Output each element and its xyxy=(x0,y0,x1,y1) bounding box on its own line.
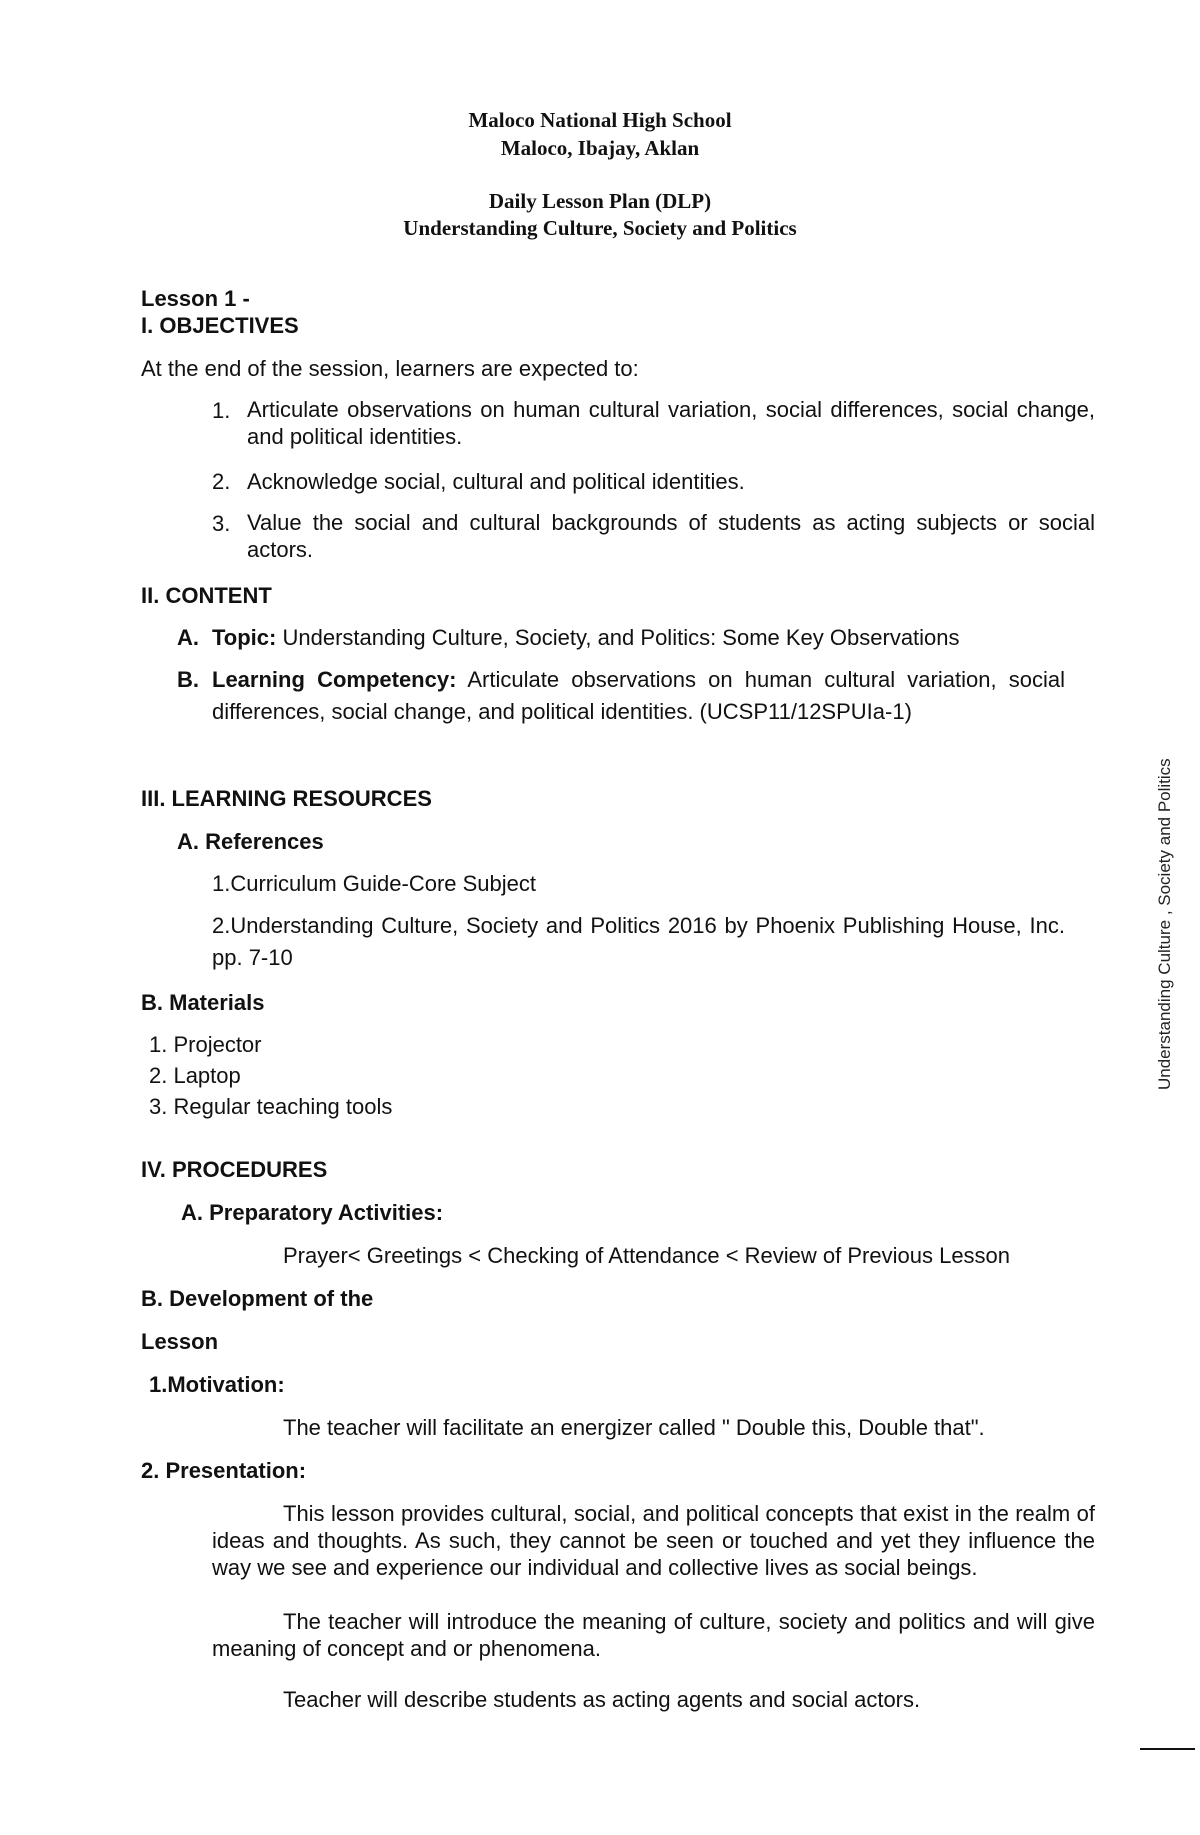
motivation-heading: 1.Motivation: xyxy=(149,1372,285,1397)
subject-title: Understanding Culture, Society and Politics xyxy=(403,216,797,240)
topic-key: Topic: xyxy=(212,625,277,650)
lesson-label: Lesson 1 - xyxy=(141,286,250,311)
objectives-intro: At the end of the session, learners are expected to: xyxy=(141,356,639,381)
objective-num-3: 3. xyxy=(212,511,231,536)
reference-item-1: 1.Curriculum Guide-Core Subject xyxy=(212,871,537,896)
topic-line xyxy=(212,625,960,651)
material-item: 2. Laptop xyxy=(149,1063,241,1088)
school-address: Maloco, Ibajay, Aklan xyxy=(500,136,700,160)
development-heading-cont: Lesson xyxy=(141,1329,219,1354)
competency-paragraph xyxy=(212,664,1065,728)
presentation-paragraph-1: This lesson provides cultural, social, and political concepts that exist in the realm of ideas and thoughts. As such, they cannot be seen or touched and yet they influence the way we see and experience our individual and collective lives as social beings. xyxy=(212,1501,1095,1580)
topic-label: A. xyxy=(177,625,199,650)
references-heading: A. References xyxy=(177,829,324,854)
competency-text: Articulate observations on human cultural variation, social differences, social change, and political identities. (UCSP11/12SPUIa-1) xyxy=(212,667,1065,724)
materials-heading: B. Materials xyxy=(141,990,265,1015)
material-item: 1. Projector xyxy=(149,1032,262,1057)
resources-heading: III. LEARNING RESOURCES xyxy=(141,786,432,811)
competency-label: B. xyxy=(177,667,199,692)
page-footer-rule xyxy=(1140,1748,1195,1750)
motivation-text: The teacher will facilitate an energizer called " Double this, Double that". xyxy=(283,1415,985,1440)
presentation-paragraph-2: The teacher will introduce the meaning of culture, society and politics and will give meaning of concept and or phenomena. xyxy=(212,1609,1095,1661)
plan-title: Daily Lesson Plan (DLP) xyxy=(488,189,712,213)
preparatory-text: Prayer< Greetings < Checking of Attendance < Review of Previous Lesson xyxy=(283,1243,1011,1268)
presentation-heading: 2. Presentation: xyxy=(141,1458,307,1483)
preparatory-heading: A. Preparatory Activities: xyxy=(181,1200,444,1225)
topic-text: Understanding Culture, Society, and Politics: Some Key Observations xyxy=(282,625,960,650)
objective-item-3: Value the social and cultural backgrounds of students as acting subjects or social actors. xyxy=(247,510,1095,562)
development-heading: B. Development of the xyxy=(141,1286,374,1311)
content-heading: II. CONTENT xyxy=(141,583,272,608)
objective-num-1: 1. xyxy=(212,398,231,423)
reference-item-2: 2.Understanding Culture, Society and Politics 2016 by Phoenix Publishing House, Inc. pp. 7-10 xyxy=(212,913,1065,970)
presentation-paragraph-3: Teacher will describe students as acting agents and social actors. xyxy=(283,1687,921,1712)
school-name: Maloco National High School xyxy=(468,108,732,132)
objective-item-1: Articulate observations on human cultural variation, social differences, social change, and political identities. xyxy=(247,397,1095,449)
competency-key: Learning Competency: xyxy=(212,667,457,692)
objectives-heading: I. OBJECTIVES xyxy=(141,313,299,338)
objective-item-2: Acknowledge social, cultural and political identities. xyxy=(247,469,745,494)
procedures-heading: IV. PROCEDURES xyxy=(141,1157,328,1182)
objective-num-2: 2. xyxy=(212,469,231,494)
material-item: 3. Regular teaching tools xyxy=(149,1094,393,1119)
side-running-title: Understanding Culture , Society and Politics xyxy=(1155,758,1174,1090)
